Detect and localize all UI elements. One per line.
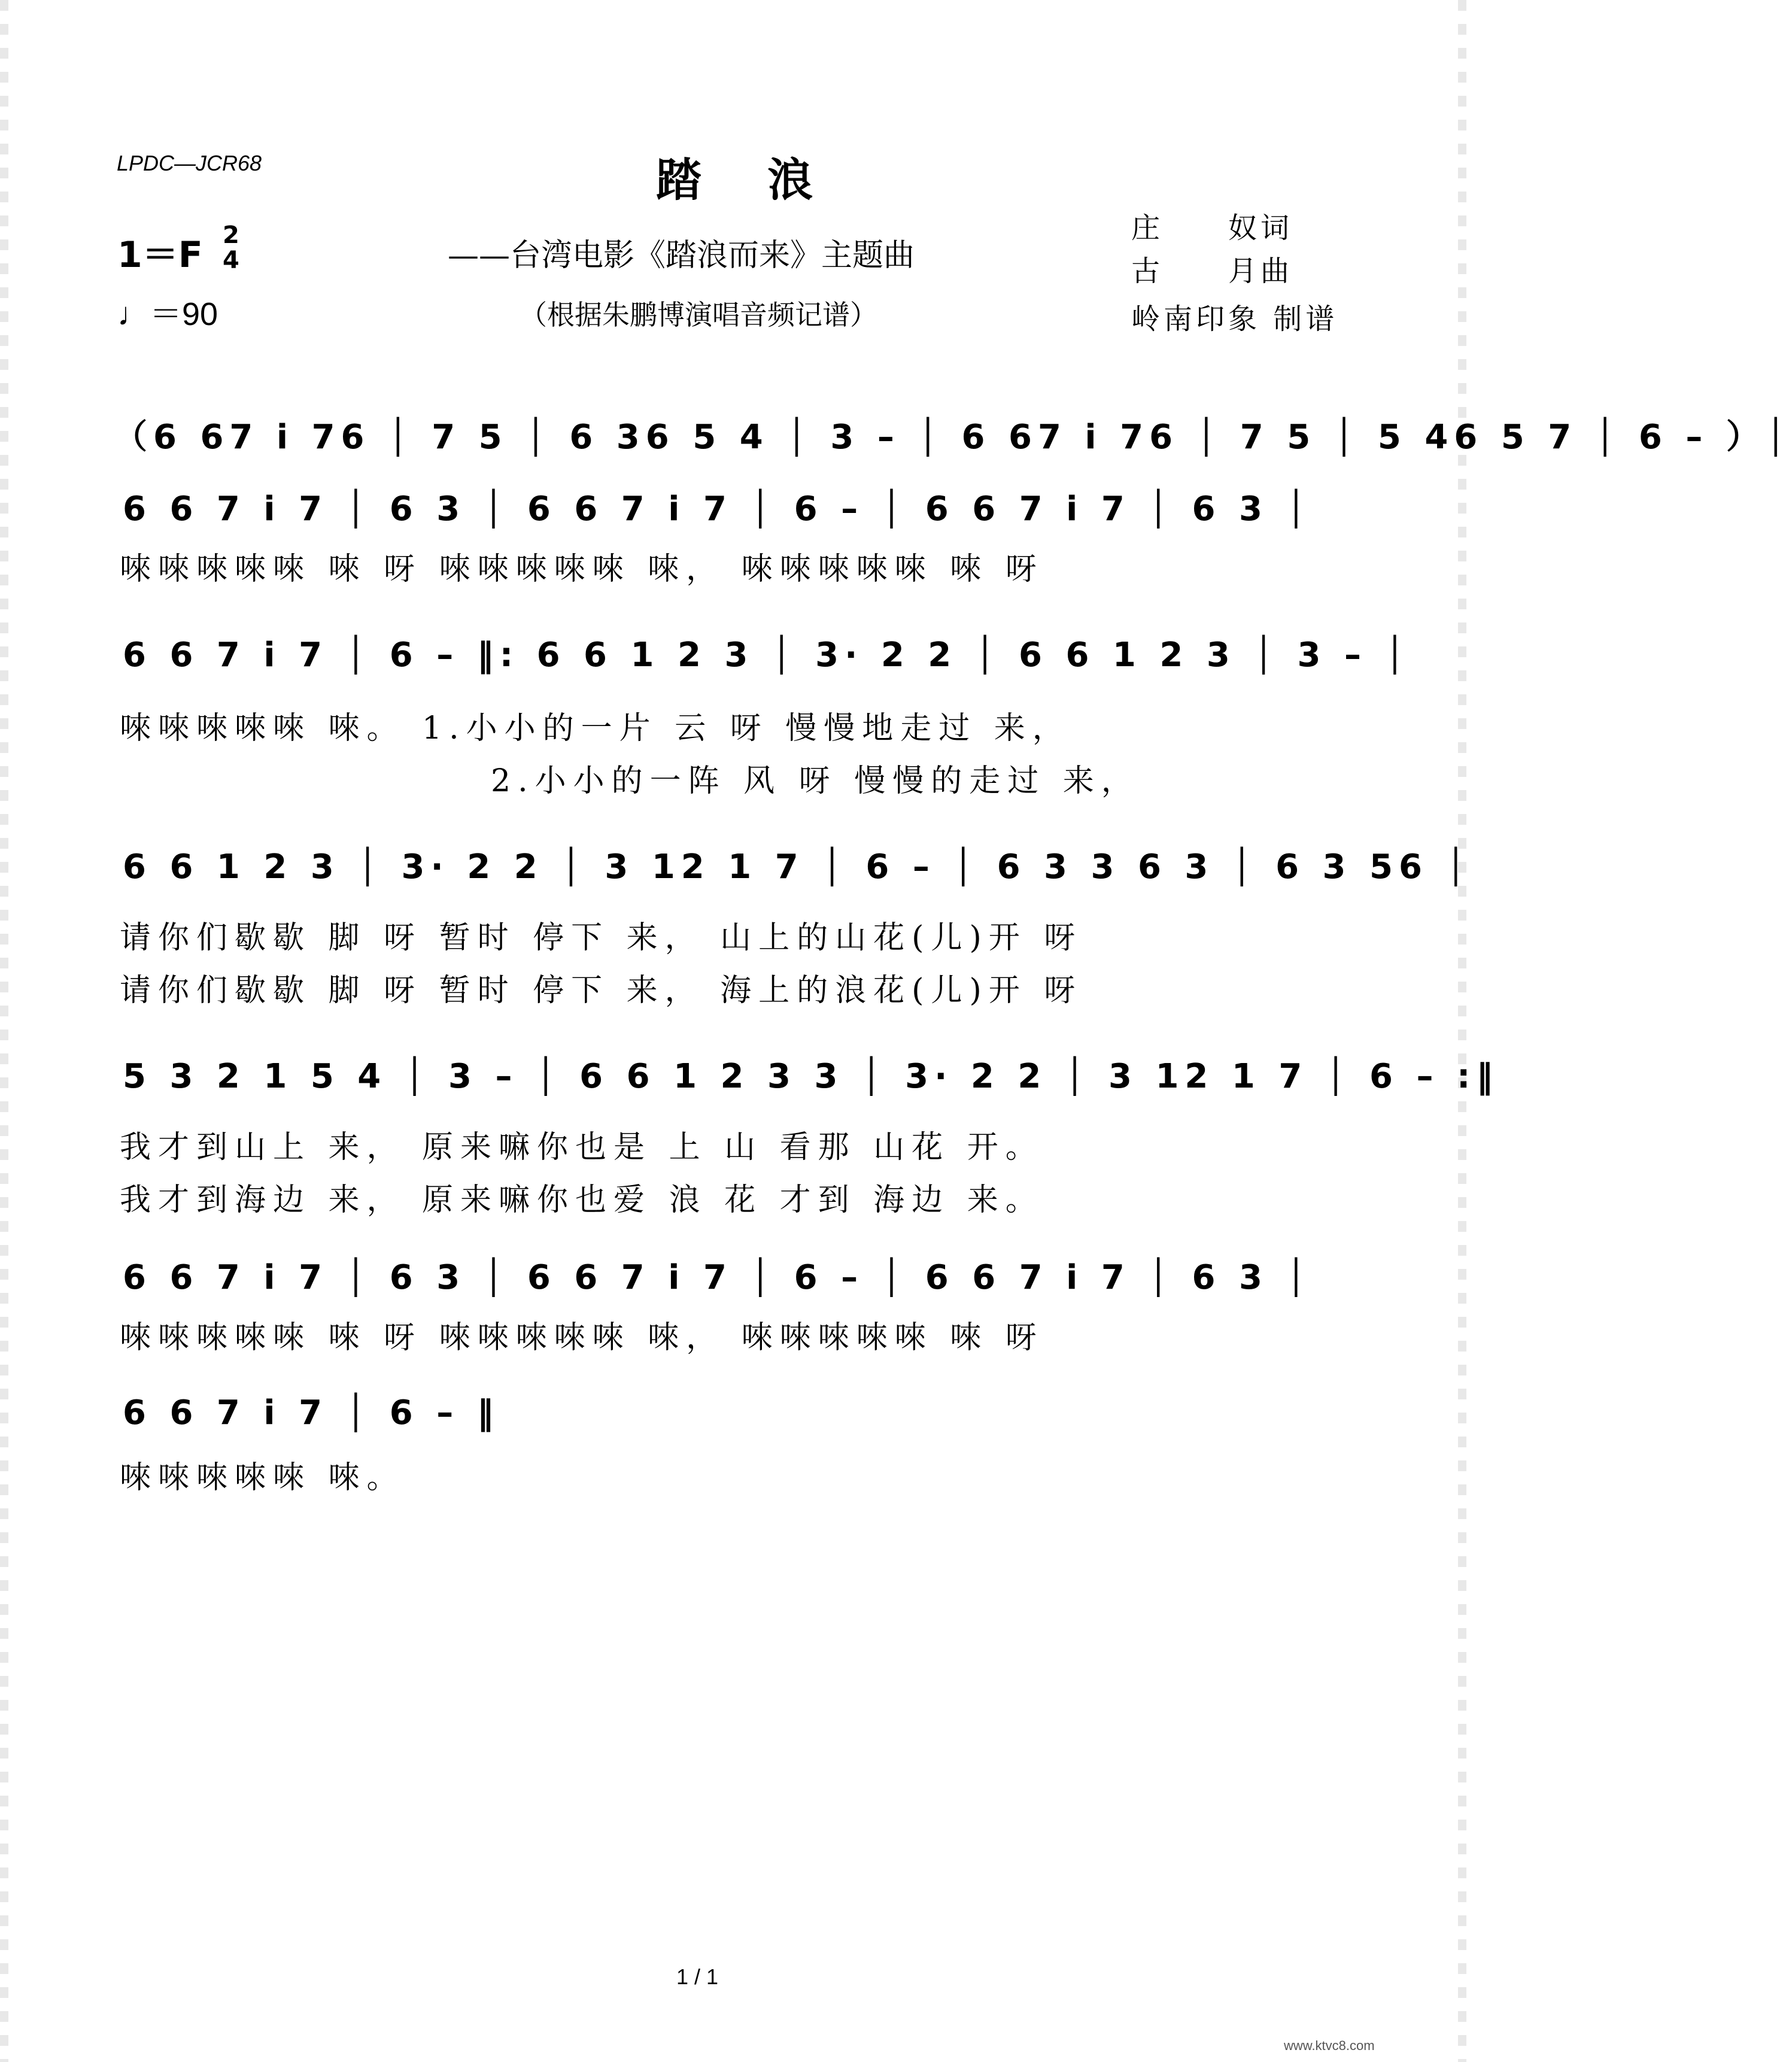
score-line-3-lyric-1: 请你们歇歇 脚 呀 暂时 停下 来， 山上的山花(儿)开 呀 xyxy=(120,920,1083,956)
key-signature: 1＝F xyxy=(117,234,203,276)
composer-credit: 古 月曲 xyxy=(1131,254,1293,288)
score-line-5-notes: 6 6 7 i 7 │ 6 3 │ 6 6 7 i 7 │ 6 – │ 6 6 7 i 7 │ 6 3 │ xyxy=(123,1258,1313,1297)
score-line-2-notes: 6 6 7 i 7 │ 6 – ‖: 6 6 1 2 3 │ 3· 2 2 │ 6 6 1 2 3 │ 3 – │ xyxy=(123,636,1411,675)
lyricist-credit: 庄 奴词 xyxy=(1131,211,1293,245)
score-line-4-lyric-1: 我才到山上 来， 原来嘛你也是 上 山 看那 山花 开。 xyxy=(120,1129,1044,1165)
transcription-note: （根据朱鹏博演唱音频记谱） xyxy=(520,299,877,331)
score-line-6-lyric-1: 唻唻唻唻唻 唻。 xyxy=(120,1460,405,1496)
site-watermark: www.ktvc8.com xyxy=(1284,2038,1375,2053)
score-line-2-lyric-2: 2.小小的一阵 风 呀 慢慢的走过 来， xyxy=(491,763,1140,799)
score-line-1-notes: 6 6 7 i 7 │ 6 3 │ 6 6 7 i 7 │ 6 – │ 6 6 7 i 7 │ 6 3 │ xyxy=(123,490,1313,529)
score-line-4-notes: 5 3 2 1 5 4 │ 3 – │ 6 6 1 2 3 3 │ 3· 2 2 │ 3 12 1 7 │ 6 – :‖ xyxy=(123,1057,1499,1096)
score-line-4-lyric-2: 我才到海边 来， 原来嘛你也爱 浪 花 才到 海边 来。 xyxy=(120,1182,1044,1218)
tempo-marking: ♩＝90 xyxy=(117,296,218,332)
time-numerator: 2 xyxy=(223,221,239,249)
time-denominator: 4 xyxy=(223,247,239,274)
score-line-3-lyric-2: 请你们歇歇 脚 呀 暂时 停下 来， 海上的浪花(儿)开 呀 xyxy=(120,973,1083,1009)
score-line-2-lyric-1: 唻唻唻唻唻 唻。 1.小小的一片 云 呀 慢慢地走过 来， xyxy=(120,710,1071,746)
score-line-0-notes: （6 67 i 76 │ 7 5 │ 6 36 5 4 │ 3 – │ 6 67 i 76 │ 7 5 │ 5 46 5 7 │ 6 – ）│ xyxy=(114,418,1792,457)
score-line-6-notes: 6 6 7 i 7 │ 6 – ‖ xyxy=(123,1393,500,1432)
time-signature xyxy=(223,223,239,273)
score-line-1-lyric-1: 唻唻唻唻唻 唻 呀 唻唻唻唻唻 唻， 唻唻唻唻唻 唻 呀 xyxy=(120,551,1044,587)
song-title: 踏浪 xyxy=(656,153,879,206)
page-number: 1 / 1 xyxy=(676,1964,719,1989)
score-line-3-notes: 6 6 1 2 3 │ 3· 2 2 │ 3 12 1 7 │ 6 – │ 6 3 3 6 3 │ 6 3 56 │ xyxy=(123,848,1472,886)
subtitle: ——台湾电影《踏浪而来》主题曲 xyxy=(448,238,915,274)
engraver-credit: 岭南印象 制谱 xyxy=(1131,302,1338,336)
score-code: LPDC—JCR68 xyxy=(117,151,262,175)
score-line-5-lyric-1: 唻唻唻唻唻 唻 呀 唻唻唻唻唻 唻， 唻唻唻唻唻 唻 呀 xyxy=(120,1320,1044,1356)
